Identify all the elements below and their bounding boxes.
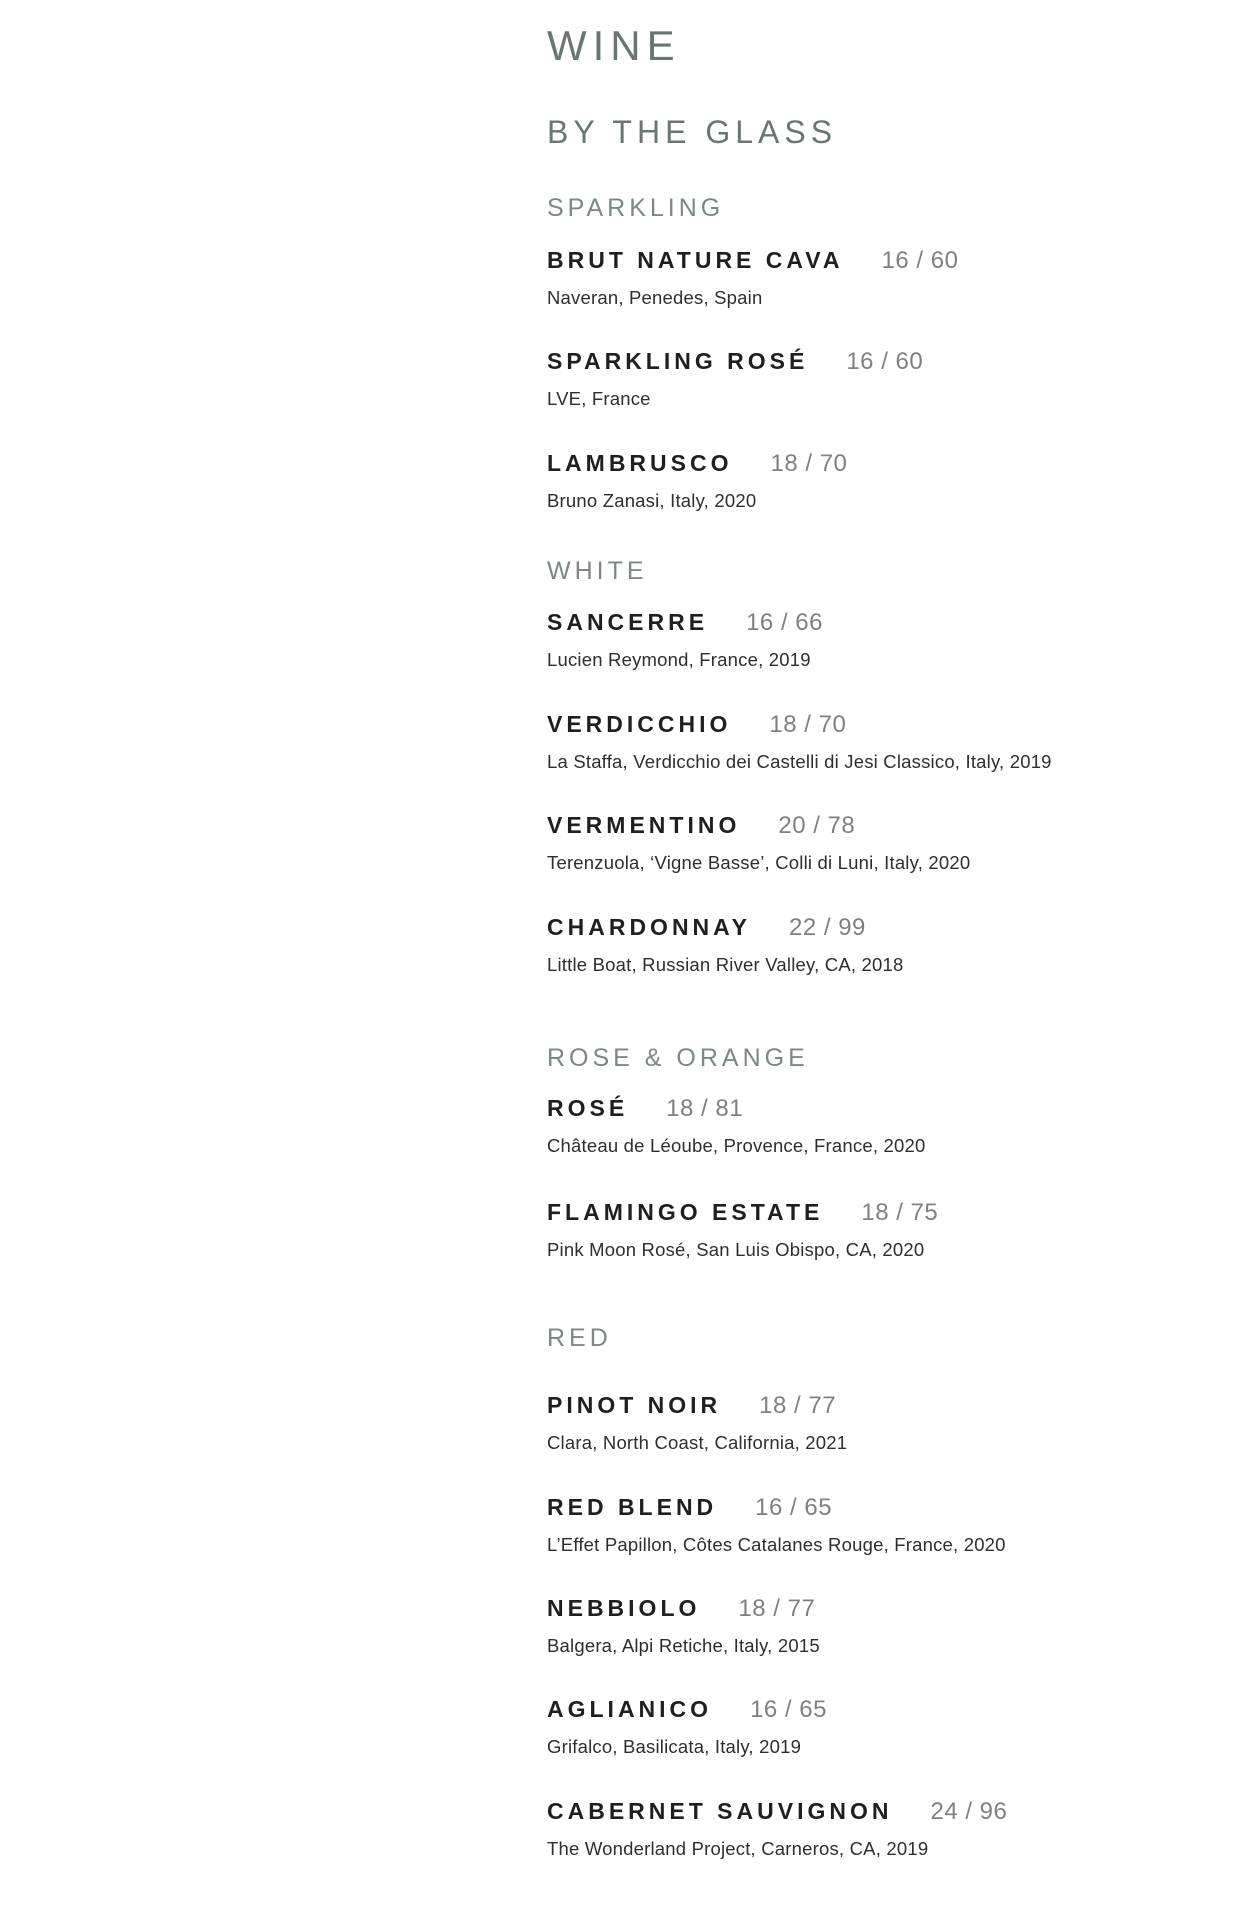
page-title: WINE [547, 22, 681, 69]
wine-description: Grifalco, Basilicata, Italy, 2019 [547, 1736, 802, 1757]
wine-name: FLAMINGO ESTATE [547, 1199, 824, 1225]
wine-item [547, 812, 970, 874]
wine-price: 22 / 99 [789, 914, 866, 941]
wine-price: 18 / 75 [861, 1199, 939, 1226]
wine-description: Little Boat, Russian River Valley, CA, 2018 [547, 954, 904, 975]
section-title-red: RED [547, 1324, 612, 1352]
section-title-rose-orange: ROSE & ORANGE [547, 1044, 809, 1072]
wine-item [547, 711, 1052, 773]
section-title-sparkling: SPARKLING [547, 194, 725, 222]
wine-description: Terenzuola, ‘Vigne Basse’, Colli di Luni, Italy, 2020 [547, 852, 971, 873]
wine-item [547, 609, 823, 671]
wine-item [547, 1199, 938, 1261]
wine-name: VERMENTINO [547, 812, 741, 838]
wine-name: LAMBRUSCO [547, 450, 733, 476]
wine-price: 20 / 78 [778, 812, 856, 839]
wine-price: 18 / 70 [770, 450, 848, 477]
wine-item [547, 1095, 925, 1157]
section-title-white: WHITE [547, 557, 648, 585]
wine-description: Naveran, Penedes, Spain [547, 287, 763, 308]
wine-name: AGLIANICO [547, 1696, 713, 1722]
wine-item [547, 450, 847, 512]
wine-name: NEBBIOLO [547, 1595, 701, 1621]
wine-description: Pink Moon Rosé, San Luis Obispo, CA, 2020 [547, 1239, 925, 1260]
wine-price: 16 / 65 [755, 1494, 833, 1521]
wine-name: PINOT NOIR [547, 1392, 722, 1418]
wine-description: Château de Léoube, Provence, France, 2020 [547, 1135, 926, 1156]
wine-name: ROSÉ [547, 1095, 629, 1121]
wine-description: Balgera, Alpi Retiche, Italy, 2015 [547, 1635, 820, 1656]
wine-name: RED BLEND [547, 1494, 718, 1520]
wine-description: La Staffa, Verdicchio dei Castelli di Jesi Classico, Italy, 2019 [547, 751, 1052, 772]
wine-item [547, 1392, 847, 1454]
wine-item [547, 1595, 820, 1657]
wine-price: 16 / 60 [881, 247, 959, 274]
wine-name: SANCERRE [547, 609, 709, 635]
wine-name: CABERNET SAUVIGNON [547, 1798, 893, 1824]
wine-description: Lucien Reymond, France, 2019 [547, 649, 811, 670]
wine-name: BRUT NATURE CAVA [547, 247, 844, 273]
wine-item [547, 1494, 1006, 1556]
wine-price: 18 / 77 [759, 1392, 837, 1419]
wine-price: 18 / 70 [769, 711, 847, 738]
wine-price: 24 / 96 [930, 1798, 1008, 1825]
wine-description: Bruno Zanasi, Italy, 2020 [547, 490, 757, 511]
wine-price: 16 / 60 [846, 348, 924, 375]
wine-item [547, 1798, 1007, 1860]
wine-item [547, 247, 958, 309]
wine-description: L’Effet Papillon, Côtes Catalanes Rouge, France, 2020 [547, 1534, 1006, 1555]
page-subtitle: BY THE GLASS [547, 114, 838, 150]
wine-price: 18 / 81 [666, 1095, 744, 1122]
wine-item [547, 348, 923, 410]
wine-name: VERDICCHIO [547, 711, 732, 737]
wine-item [547, 914, 904, 976]
wine-description: LVE, France [547, 388, 651, 409]
wine-description: The Wonderland Project, Carneros, CA, 2019 [547, 1838, 929, 1859]
wine-name: CHARDONNAY [547, 914, 751, 940]
wine-item [547, 1696, 827, 1758]
wine-description: Clara, North Coast, California, 2021 [547, 1432, 848, 1453]
wine-price: 16 / 65 [750, 1696, 827, 1723]
wine-price: 18 / 77 [738, 1595, 816, 1622]
wine-name: SPARKLING ROSÉ [547, 348, 809, 374]
wine-price: 16 / 66 [746, 609, 823, 636]
